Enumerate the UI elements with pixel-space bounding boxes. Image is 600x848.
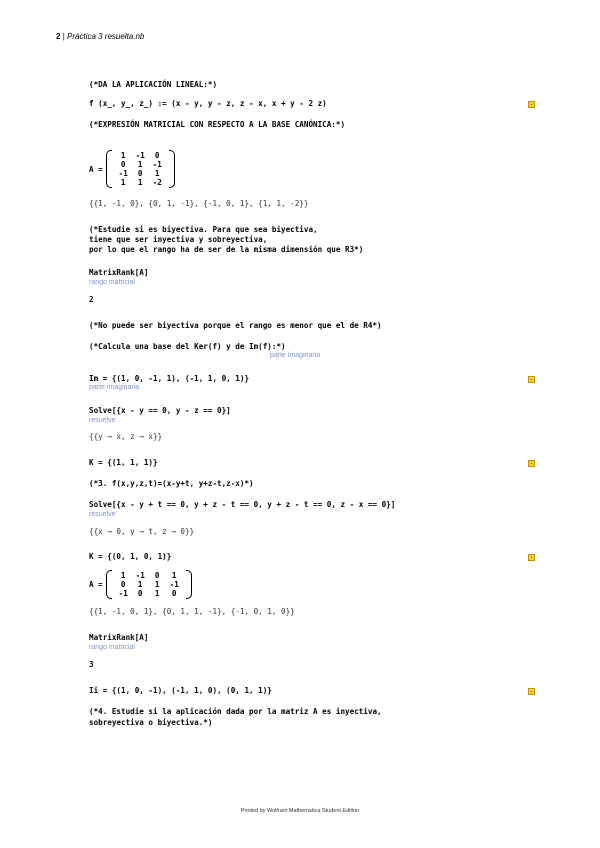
matrix-cell: 1 bbox=[154, 589, 160, 598]
hint-resuelve[interactable]: resuelve bbox=[89, 511, 116, 518]
matrix-cell: 0 bbox=[137, 589, 143, 598]
matrix-a-4x3[interactable] bbox=[89, 150, 175, 188]
page-number: 2 bbox=[56, 32, 61, 41]
output-rank: 2 bbox=[89, 295, 94, 304]
matrix-cell: 1 bbox=[154, 580, 160, 589]
matrix-cell: 1 bbox=[137, 580, 143, 589]
hint-rango-matricial[interactable]: rango matricial bbox=[89, 279, 135, 286]
matrix-cell: 1 bbox=[171, 571, 177, 580]
matrix-cell: 0 bbox=[154, 571, 160, 580]
cell-solve-ker[interactable]: Solve[{x - y == 0, y - z == 0}] bbox=[89, 406, 231, 415]
matrix-lhs: A = bbox=[89, 580, 103, 589]
cell-comment-matrix[interactable]: (*EXPRESIÓN MATRICIAL CON RESPECTO A LA BASE CANÓNICA:*) bbox=[89, 120, 346, 129]
matrix-cell: 1 bbox=[154, 169, 160, 178]
matrix-lhs: A = bbox=[89, 164, 103, 174]
output-solve-system: {{x → 0, y → t, z → 0}} bbox=[89, 527, 195, 536]
matrix-cell: 0 bbox=[120, 160, 126, 169]
cell-comment-biyectiva-2[interactable]: tiene que ser inyectiva y sobreyectiva, bbox=[89, 235, 268, 244]
cell-comment-biyectiva-3[interactable]: por lo que el rango ha de ser de la misma dimensión que R3*) bbox=[89, 245, 364, 254]
warning-marker-icon[interactable] bbox=[528, 376, 535, 383]
matrix-output: {{1, -1, 0}, {0, 1, -1}, {-1, 0, 1}, {1, 1, -2}} bbox=[89, 199, 309, 208]
cell-matrixrank[interactable]: MatrixRank[A] bbox=[89, 268, 149, 277]
matrix-row bbox=[115, 178, 166, 187]
matrix-cell: -1 bbox=[135, 151, 145, 160]
matrix-cell: -1 bbox=[135, 571, 145, 580]
matrix-cell: -1 bbox=[169, 580, 179, 589]
matrix-cell: 1 bbox=[137, 160, 143, 169]
matrix-rows bbox=[112, 150, 169, 188]
cell-comment-no-biyectiva[interactable]: (*No puede ser biyectiva porque el rango es menor que el de R4*) bbox=[89, 321, 382, 330]
cell-function-definition[interactable]: f (x_, y_, z_) := (x - y, y - z, z - x, x + y - 2 z) bbox=[89, 99, 327, 108]
hint-parte-imaginaria[interactable]: parte imaginaria bbox=[270, 352, 321, 359]
matrix-row bbox=[115, 571, 183, 580]
cell-comment-exercise-3[interactable]: (*3. f(x,y,z,t)=(x-y+t, y+z-t,z-x)*) bbox=[89, 479, 254, 488]
warning-marker-icon[interactable] bbox=[528, 554, 535, 561]
matrix-a-3x4[interactable] bbox=[89, 570, 192, 599]
matrix-cell: -2 bbox=[152, 178, 162, 187]
cell-comment-linear-map[interactable]: (*DA LA APLICACIÓN LINEAL:*) bbox=[89, 80, 218, 89]
matrix-cell: -1 bbox=[152, 160, 162, 169]
matrix-rows bbox=[112, 570, 186, 599]
header-separator: | bbox=[62, 32, 65, 41]
matrix-cell: -1 bbox=[118, 169, 128, 178]
matrix-cell: 1 bbox=[137, 178, 143, 187]
cell-k-definition[interactable]: K = {(1, 1, 1)} bbox=[89, 458, 158, 467]
matrix-row bbox=[115, 151, 166, 160]
cell-im-definition[interactable]: Im = {(1, 0, -1, 1), (-1, 1, 0, 1)} bbox=[89, 374, 250, 383]
page-header bbox=[56, 32, 144, 41]
cell-matrixrank-2[interactable]: MatrixRank[A] bbox=[89, 633, 149, 642]
right-paren bbox=[186, 570, 192, 599]
cell-comment-biyectiva-1[interactable]: (*Estudie si es biyectiva. Para que sea biyectiva, bbox=[89, 225, 318, 234]
matrix-row bbox=[115, 169, 166, 178]
matrix-row bbox=[115, 589, 183, 598]
cell-comment-exercise-4a[interactable]: (*4. Estudie si la aplicación dada por la matriz A es inyectiva, bbox=[89, 707, 382, 716]
right-paren bbox=[169, 150, 175, 188]
matrix-cell: 0 bbox=[154, 151, 160, 160]
matrix-row bbox=[115, 580, 183, 589]
cell-comment-exercise-4b[interactable]: sobreyectiva o biyectiva.*) bbox=[89, 718, 213, 727]
matrix-cell: 1 bbox=[120, 571, 126, 580]
cell-k-definition-2[interactable]: K = {(0, 1, 0, 1)} bbox=[89, 552, 172, 561]
cell-solve-system[interactable]: Solve[{x - y + t == 0, y + z - t == 0, y + z - t == 0, z - x == 0}] bbox=[89, 500, 396, 509]
matrix-output-2: {{1, -1, 0, 1}, {0, 1, 1, -1}, {-1, 0, 1, 0}} bbox=[89, 607, 295, 616]
warning-marker-icon[interactable] bbox=[528, 688, 535, 695]
matrix-cell: 0 bbox=[120, 580, 126, 589]
hint-resuelve[interactable]: resuelve bbox=[89, 417, 116, 424]
cell-comment-ker-im[interactable]: (*Calcula una base del Ker(f) y de Im(f):*) bbox=[89, 342, 286, 351]
output-rank-2: 3 bbox=[89, 660, 94, 669]
matrix-cell: -1 bbox=[118, 589, 128, 598]
matrix-cell: 1 bbox=[120, 178, 126, 187]
warning-marker-icon[interactable] bbox=[528, 460, 535, 467]
matrix-cell: 0 bbox=[171, 589, 177, 598]
hint-parte-imaginaria[interactable]: parte imaginaria bbox=[89, 384, 140, 391]
output-solve-ker: {{y → x, z → x}} bbox=[89, 432, 163, 441]
print-footer: Printed by Wolfram Mathematica Student Edition bbox=[240, 808, 360, 814]
cell-ii-definition[interactable]: Ii = {(1, 0, -1), (-1, 1, 0), (0, 1, 1)} bbox=[89, 686, 272, 695]
warning-marker-icon[interactable] bbox=[528, 101, 535, 108]
matrix-row bbox=[115, 160, 166, 169]
matrix-cell: 1 bbox=[120, 151, 126, 160]
matrix-cell: 0 bbox=[137, 169, 143, 178]
notebook-title: Práctica 3 resuelta.nb bbox=[67, 32, 145, 41]
hint-rango-matricial[interactable]: rango matricial bbox=[89, 644, 135, 651]
